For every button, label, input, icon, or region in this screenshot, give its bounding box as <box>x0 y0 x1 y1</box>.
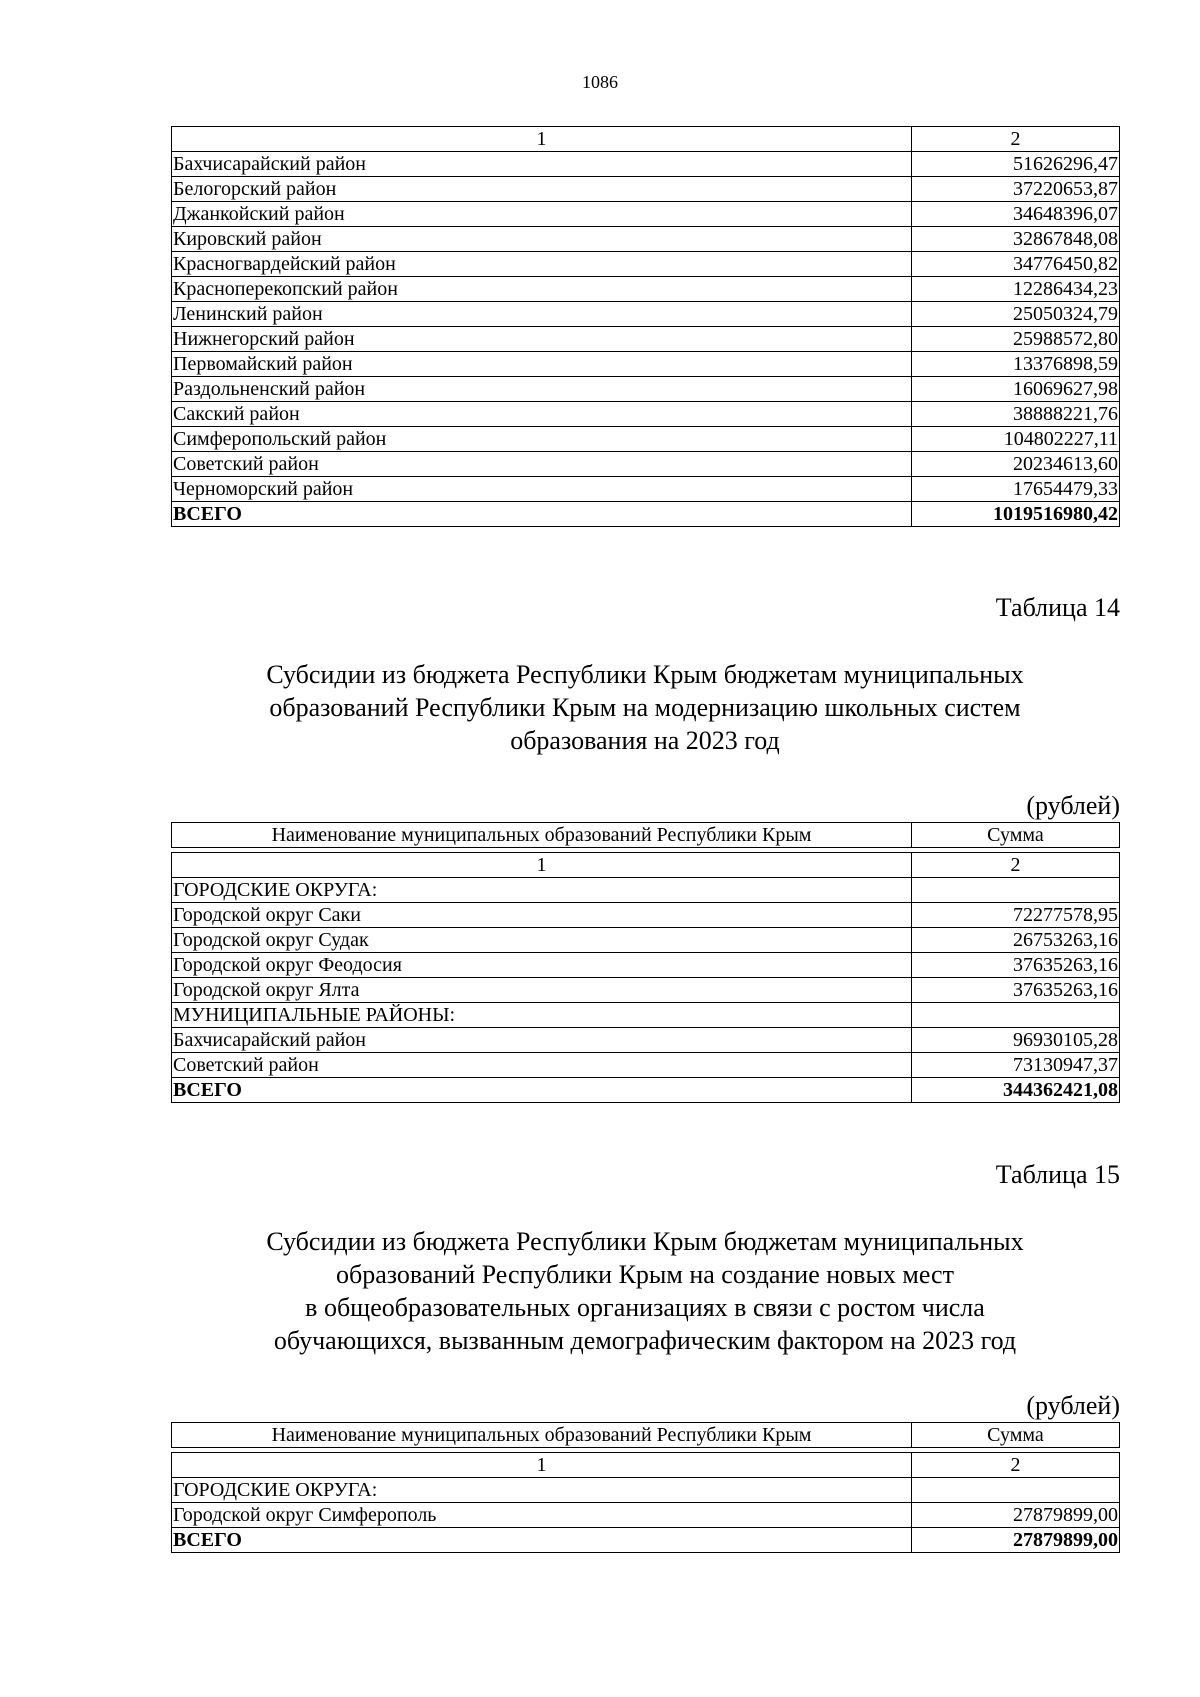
table-row <box>172 202 1120 227</box>
table-15-title <box>171 1225 1119 1357</box>
header-name: Наименование муниципальных образований Республики Крым <box>172 823 912 848</box>
row-name: Советский район <box>172 452 912 477</box>
row-name: Городской округ Судак <box>172 928 912 953</box>
row-value: 34648396,07 <box>912 202 1120 227</box>
row-name: Советский район <box>172 1053 912 1078</box>
total-row <box>172 1078 1120 1103</box>
row-name: МУНИЦИПАЛЬНЫЕ РАЙОНЫ: <box>172 1003 912 1028</box>
title-line: Субсидии из бюджета Республики Крым бюджетам муниципальных <box>266 1227 1024 1256</box>
column-number-row <box>172 1453 1120 1478</box>
title-line: в общеобразовательных организациях в связи с ростом числа <box>305 1293 985 1322</box>
table-row <box>172 953 1120 978</box>
row-name: Бахчисарайский район <box>172 152 912 177</box>
row-value: 25050324,79 <box>912 302 1120 327</box>
table-row <box>172 252 1120 277</box>
row-name: Городской округ Ялта <box>172 978 912 1003</box>
title-line: образования на 2023 год <box>510 726 780 755</box>
total-label: ВСЕГО <box>172 1528 912 1553</box>
section-row <box>172 1003 1120 1028</box>
table-row <box>172 1503 1120 1528</box>
total-row <box>172 502 1120 527</box>
row-name: Бахчисарайский район <box>172 1028 912 1053</box>
table-row <box>172 227 1120 252</box>
title-line: образований Республики Крым на модернизацию школьных систем <box>269 693 1021 722</box>
row-value: 27879899,00 <box>912 1503 1120 1528</box>
column-number-2: 2 <box>912 853 1120 878</box>
title-line: образований Республики Крым на создание новых мест <box>336 1260 954 1289</box>
row-value: 51626296,47 <box>912 152 1120 177</box>
row-value: 26753263,16 <box>912 928 1120 953</box>
row-name: Симферопольский район <box>172 427 912 452</box>
row-value: 34776450,82 <box>912 252 1120 277</box>
table-row <box>172 903 1120 928</box>
table-row <box>172 477 1120 502</box>
table-row <box>172 978 1120 1003</box>
table-15-label: Таблица 15 <box>995 1160 1120 1189</box>
column-number-2: 2 <box>912 1453 1120 1478</box>
row-name: Раздольненский район <box>172 377 912 402</box>
column-number-2: 2 <box>912 127 1120 152</box>
table-row <box>172 352 1120 377</box>
header-sum: Сумма <box>912 823 1120 848</box>
table-row <box>172 928 1120 953</box>
table-14-title <box>171 658 1119 757</box>
table-row <box>172 377 1120 402</box>
row-name: Джанкойский район <box>172 202 912 227</box>
table-14 <box>171 822 1120 1103</box>
row-name: Сакский район <box>172 402 912 427</box>
row-value <box>912 1478 1120 1503</box>
row-value: 12286434,23 <box>912 277 1120 302</box>
row-name: Нижнегорский район <box>172 327 912 352</box>
row-name: ГОРОДСКИЕ ОКРУГА: <box>172 1478 912 1503</box>
column-number-1: 1 <box>172 1453 912 1478</box>
row-name: Городской округ Феодосия <box>172 953 912 978</box>
row-value: 20234613,60 <box>912 452 1120 477</box>
row-value: 37635263,16 <box>912 978 1120 1003</box>
row-name: Черноморский район <box>172 477 912 502</box>
row-value: 37220653,87 <box>912 177 1120 202</box>
row-name: Красногвардейский район <box>172 252 912 277</box>
table-row <box>172 152 1120 177</box>
table-15 <box>171 1422 1120 1553</box>
title-line: Субсидии из бюджета Республики Крым бюджетам муниципальных <box>266 660 1024 689</box>
row-value <box>912 1003 1120 1028</box>
table-14-units: (рублей) <box>1026 791 1120 820</box>
table-row <box>172 177 1120 202</box>
table-row <box>172 452 1120 477</box>
column-number-1: 1 <box>172 127 912 152</box>
title-line: обучающихся, вызванным демографическим фактором на 2023 год <box>273 1326 1017 1355</box>
page-number: 1086 <box>582 72 618 92</box>
column-number-row <box>172 853 1120 878</box>
total-label: ВСЕГО <box>172 502 912 527</box>
row-name: Белогорский район <box>172 177 912 202</box>
table-row <box>172 1053 1120 1078</box>
row-name: Первомайский район <box>172 352 912 377</box>
total-value: 1019516980,42 <box>912 502 1120 527</box>
table-row <box>172 427 1120 452</box>
row-value <box>912 878 1120 903</box>
total-row <box>172 1528 1120 1553</box>
header-name: Наименование муниципальных образований Республики Крым <box>172 1423 912 1448</box>
row-value: 32867848,08 <box>912 227 1120 252</box>
header-row <box>172 1423 1120 1448</box>
column-number-1: 1 <box>172 853 912 878</box>
section-row <box>172 878 1120 903</box>
row-value: 38888221,76 <box>912 402 1120 427</box>
total-value: 344362421,08 <box>912 1078 1120 1103</box>
table-row <box>172 302 1120 327</box>
row-value: 72277578,95 <box>912 903 1120 928</box>
total-label: ВСЕГО <box>172 1078 912 1103</box>
row-value: 17654479,33 <box>912 477 1120 502</box>
table-row <box>172 1028 1120 1053</box>
table-row <box>172 327 1120 352</box>
row-value: 25988572,80 <box>912 327 1120 352</box>
row-value: 16069627,98 <box>912 377 1120 402</box>
table-row <box>172 402 1120 427</box>
row-name: Красноперекопский район <box>172 277 912 302</box>
row-value: 104802227,11 <box>912 427 1120 452</box>
column-number-row <box>172 127 1120 152</box>
row-value: 96930105,28 <box>912 1028 1120 1053</box>
row-name: Городской округ Симферополь <box>172 1503 912 1528</box>
table-row <box>172 277 1120 302</box>
row-name: Городской округ Саки <box>172 903 912 928</box>
row-value: 13376898,59 <box>912 352 1120 377</box>
row-name: ГОРОДСКИЕ ОКРУГА: <box>172 878 912 903</box>
table-14-label: Таблица 14 <box>995 593 1120 622</box>
row-name: Ленинский район <box>172 302 912 327</box>
header-sum: Сумма <box>912 1423 1120 1448</box>
section-row <box>172 1478 1120 1503</box>
row-name: Кировский район <box>172 227 912 252</box>
header-row <box>172 823 1120 848</box>
total-value: 27879899,00 <box>912 1528 1120 1553</box>
row-value: 37635263,16 <box>912 953 1120 978</box>
row-value: 73130947,37 <box>912 1053 1120 1078</box>
table-15-units: (рублей) <box>1026 1391 1120 1420</box>
table-13-continuation <box>171 126 1120 527</box>
